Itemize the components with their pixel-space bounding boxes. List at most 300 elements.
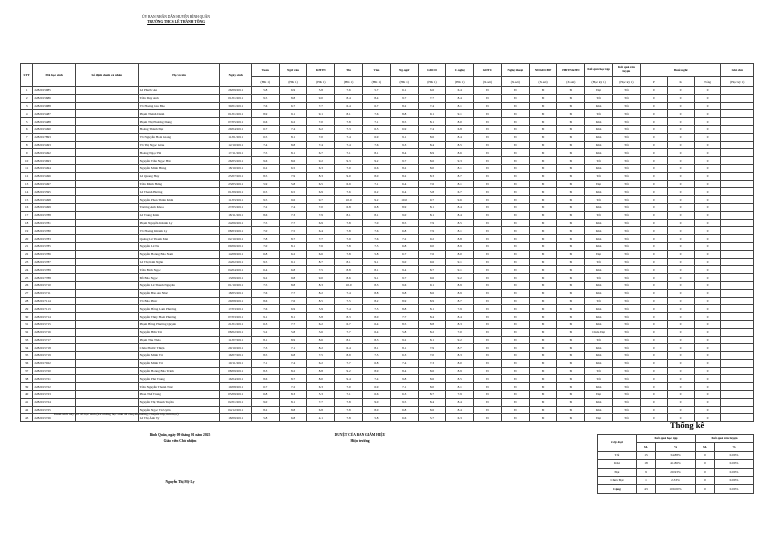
cell-value: [721, 391, 754, 399]
cell-value: Đ: [474, 133, 502, 141]
table-row: [21, 383, 754, 391]
cell-value: Đ: [529, 149, 557, 157]
cell-stt: 20: [21, 235, 33, 243]
cell-value: Đ: [501, 188, 529, 196]
cell-full-name: Trần Nguyễn Thanh Trúc: [138, 383, 220, 391]
cell-dob: 01/09/2011: [220, 188, 251, 196]
cell-value: 6.4: [335, 344, 363, 352]
cell-value: 8.1: [446, 164, 474, 172]
cell-value: 0: [694, 367, 721, 375]
cell-dob: 07/03/2011: [220, 313, 251, 321]
cell-value: Tốt: [613, 164, 641, 172]
cell-value: Khá: [585, 227, 613, 235]
cell-value: 0: [667, 110, 694, 118]
cell-value: 6.5: [279, 188, 307, 196]
cell-value: 0: [694, 102, 721, 110]
cell-value: 7.5: [335, 297, 363, 305]
cell-value: 7.7: [335, 328, 363, 336]
table-row: [21, 313, 754, 321]
cell-value: 8.8: [390, 110, 418, 118]
cell-value: 0: [667, 289, 694, 297]
sub-label: (HK 1): [418, 77, 446, 87]
cell-value: 0: [667, 227, 694, 235]
table-row: [21, 211, 754, 219]
cell-value: Đ: [557, 219, 585, 227]
cell-value: [721, 414, 754, 422]
cell-value: 8.1: [390, 344, 418, 352]
cell-value: 5.9: [251, 180, 279, 188]
cell-value: 9.2: [362, 196, 390, 204]
cell-value: 7.6: [418, 250, 446, 258]
stats-value: 0.00%: [715, 460, 754, 468]
cell-value: 7.2: [251, 203, 279, 211]
cell-value: Đ: [474, 289, 502, 297]
cell-student-id: 2282015499: [33, 203, 76, 211]
cell-value: 9.6: [418, 258, 446, 266]
cell-value: 8.1: [335, 211, 363, 219]
cell-value: Đ: [501, 94, 529, 102]
cell-value: 7.8: [335, 219, 363, 227]
cell-value: 8.8: [390, 305, 418, 313]
cell-dob: 21/01/2011: [220, 320, 251, 328]
cell-value: Tốt: [585, 172, 613, 180]
table-row: [21, 164, 754, 172]
cell-value: 8.3: [446, 352, 474, 360]
cell-value: Đ: [501, 196, 529, 204]
cell-value: 7.4: [279, 203, 307, 211]
cell-value: [721, 383, 754, 391]
cell-dob: 24/02/2011: [220, 258, 251, 266]
cell-value: Khá: [585, 313, 613, 321]
cell-value: 7.6: [362, 141, 390, 149]
cell-value: Đạt: [585, 414, 613, 422]
cell-value: 7.7: [279, 320, 307, 328]
cell-value: 8.3: [418, 172, 446, 180]
cell-value: 8.5: [307, 297, 335, 305]
cell-value: [721, 281, 754, 289]
cell-dob: 16/07/2011: [220, 352, 251, 360]
cell-value: Đ: [474, 87, 502, 95]
teacher-name: Nguyễn Thị Mỹ Ly: [165, 480, 195, 484]
cell-value: Đ: [474, 250, 502, 258]
cell-dob: 02/01/2011: [220, 398, 251, 406]
cell-value: [721, 180, 754, 188]
cell-value: [721, 328, 754, 336]
cell-value: 0: [640, 320, 667, 328]
table-row: [21, 87, 754, 95]
cell-value: Đ: [529, 398, 557, 406]
cell-value: 8.1: [418, 336, 446, 344]
cell-value: Tốt: [613, 274, 641, 282]
cell-value: 6.9: [390, 125, 418, 133]
cell-value: 0: [667, 157, 694, 165]
cell-value: 8.2: [279, 367, 307, 375]
cell-stt: 2: [21, 94, 33, 102]
cell-value: 8.3: [307, 281, 335, 289]
cell-value: 9.1: [446, 258, 474, 266]
cell-value: 8.2: [390, 102, 418, 110]
cell-value: 0: [640, 235, 667, 243]
cell-value: 0: [667, 172, 694, 180]
col-conduct-result: Kết quả rèn luyện: [613, 64, 641, 77]
cell-stt: 19: [21, 227, 33, 235]
cell-value: 0: [694, 118, 721, 126]
cell-stt: 4: [21, 110, 33, 118]
cell-value: Đ: [501, 328, 529, 336]
cell-value: Tốt: [613, 359, 641, 367]
cell-student-id: 2282015726: [33, 414, 76, 422]
cell-value: Khá: [585, 164, 613, 172]
cell-dob: 24/06/2011: [220, 219, 251, 227]
cell-value: Tốt: [613, 118, 641, 126]
cell-value: Đ: [474, 344, 502, 352]
cell-value: 5.8: [307, 87, 335, 95]
cell-value: 7.9: [418, 344, 446, 352]
cell-full-name: Võ Bảo Phúc: [138, 297, 220, 305]
cell-value: 8.1: [362, 211, 390, 219]
sub-label: (X.sét): [557, 77, 585, 87]
cell-value: 8.8: [307, 367, 335, 375]
cell-value: 0: [694, 110, 721, 118]
cell-value: 0: [694, 172, 721, 180]
cell-value: 6.2: [279, 250, 307, 258]
cell-personal-id: [75, 133, 138, 141]
cell-value: 8.1: [335, 258, 363, 266]
cell-value: Tốt: [613, 242, 641, 250]
cell-value: 8.4: [390, 367, 418, 375]
cell-value: 0: [640, 250, 667, 258]
cell-value: 8.2: [418, 328, 446, 336]
cell-student-id: 2282015781: [33, 219, 76, 227]
cell-value: 6.2: [279, 118, 307, 126]
cell-value: 8.4: [418, 398, 446, 406]
cell-stt: 22: [21, 250, 33, 258]
cell-value: 6.7: [335, 320, 363, 328]
cell-value: 0: [667, 352, 694, 360]
cell-value: 7.9: [418, 227, 446, 235]
cell-value: 9.1: [362, 274, 390, 282]
cell-value: 6.9: [335, 180, 363, 188]
cell-value: 8.1: [418, 305, 446, 313]
cell-personal-id: [75, 118, 138, 126]
cell-value: 0: [694, 391, 721, 399]
cell-stt: 9: [21, 149, 33, 157]
cell-value: 8.1: [335, 336, 363, 344]
cell-value: 9.7: [390, 157, 418, 165]
cell-value: 7.0: [362, 219, 390, 227]
cell-value: 9.1: [279, 258, 307, 266]
stats-value: 43: [637, 485, 656, 493]
cell-value: Đ: [557, 87, 585, 95]
cell-value: 8.6: [279, 157, 307, 165]
cell-stt: 1: [21, 87, 33, 95]
cell-value: Đ: [557, 149, 585, 157]
cell-value: Đ: [529, 125, 557, 133]
cell-value: 0: [667, 118, 694, 126]
cell-value: Tốt: [613, 289, 641, 297]
cell-full-name: Nguyễn Ngọc Tú Uyên: [138, 406, 220, 414]
cell-full-name: Đỗ Bảo Ngọc: [138, 274, 220, 282]
stats-value: 0.00%: [715, 451, 754, 459]
cell-value: 7.5: [307, 266, 335, 274]
cell-value: 10.0: [335, 281, 363, 289]
cell-value: Khá: [585, 383, 613, 391]
cell-personal-id: [75, 281, 138, 289]
sub-label: (HK 1): [362, 77, 390, 87]
stats-value: 0: [696, 485, 715, 493]
cell-dob: 18/09/2011: [220, 414, 251, 422]
cell-value: 6.7: [446, 188, 474, 196]
stats-sub-sl: SL: [637, 443, 656, 451]
district-name: ỦY BAN NHÂN DÂN HUYỆN BÌNH QUÂN: [142, 15, 210, 19]
cell-value: [721, 297, 754, 305]
cell-value: [721, 305, 754, 313]
cell-value: 8.6: [418, 289, 446, 297]
cell-value: Tốt: [613, 188, 641, 196]
cell-value: 6.9: [279, 305, 307, 313]
cell-value: 6.8: [446, 125, 474, 133]
cell-stt: 37: [21, 367, 33, 375]
cell-value: Đ: [474, 203, 502, 211]
cell-value: 6.9: [362, 383, 390, 391]
cell-student-id: 2282017788: [33, 274, 76, 282]
cell-value: 8.6: [418, 133, 446, 141]
sub-label: (X.sét): [474, 77, 502, 87]
cell-full-name: Lê Trung Kiên: [138, 211, 220, 219]
cell-value: 7.8: [335, 242, 363, 250]
cell-full-name: Nguyễn Lê Na: [138, 242, 220, 250]
cell-student-id: 2282015988: [33, 102, 76, 110]
cell-value: Tốt: [585, 375, 613, 383]
stats-table: [597, 434, 754, 494]
cell-student-id: 2282015717: [33, 336, 76, 344]
cell-value: 7.0: [307, 203, 335, 211]
cell-value: 7.4: [418, 102, 446, 110]
cell-value: Đ: [557, 406, 585, 414]
cell-personal-id: [75, 172, 138, 180]
table-row: [21, 149, 754, 157]
cell-value: 0: [667, 87, 694, 95]
cell-value: 6.8: [362, 359, 390, 367]
col-stt: STT: [21, 64, 33, 87]
cell-value: 0: [640, 266, 667, 274]
cell-value: 0: [640, 141, 667, 149]
cell-value: [721, 266, 754, 274]
cell-value: 7.9: [335, 235, 363, 243]
cell-value: 0: [667, 250, 694, 258]
cell-value: Đ: [557, 102, 585, 110]
cell-value: [721, 219, 754, 227]
cell-value: 6.3: [307, 383, 335, 391]
cell-value: Đ: [501, 352, 529, 360]
cell-value: [721, 102, 754, 110]
cell-value: 6.7: [362, 102, 390, 110]
cell-student-id: 2282015714: [33, 313, 76, 321]
cell-value: 8.8: [418, 320, 446, 328]
cell-value: 0: [667, 141, 694, 149]
table-row: [21, 141, 754, 149]
cell-value: 8.0: [307, 375, 335, 383]
cell-value: 0: [640, 133, 667, 141]
cell-value: 9.2: [446, 336, 474, 344]
cell-value: Tốt: [613, 320, 641, 328]
cell-value: Đ: [529, 164, 557, 172]
cell-full-name: Lê Thanh Hương: [138, 188, 220, 196]
cell-value: 7.7: [307, 235, 335, 243]
cell-value: 6.9: [279, 87, 307, 95]
cell-value: 0: [694, 219, 721, 227]
cell-value: 0: [640, 414, 667, 422]
cell-dob: 30/01/2011: [220, 102, 251, 110]
cell-value: 0: [667, 274, 694, 282]
sub-label: (HK 1): [307, 77, 335, 87]
cell-value: Đạt: [585, 180, 613, 188]
cell-value: 7.0: [446, 328, 474, 336]
cell-value: 0: [640, 242, 667, 250]
cell-value: Đ: [474, 157, 502, 165]
cell-value: Đ: [501, 336, 529, 344]
cell-value: 8.8: [279, 141, 307, 149]
cell-value: 9.5: [251, 196, 279, 204]
cell-student-id: 2282015716: [33, 328, 76, 336]
cell-student-id: 2282015494: [33, 164, 76, 172]
cell-value: 7.4: [251, 141, 279, 149]
cell-dob: 26/05/2011: [220, 157, 251, 165]
cell-value: Đ: [501, 258, 529, 266]
cell-value: Đ: [557, 180, 585, 188]
header-row-main: [21, 64, 754, 77]
sub-label: (X.sét): [529, 77, 557, 87]
cell-value: 8.4: [446, 203, 474, 211]
cell-value: 6.8: [390, 242, 418, 250]
cell-value: 8.1: [418, 203, 446, 211]
cell-value: 7.3: [251, 344, 279, 352]
cell-student-id: 2282015498: [33, 196, 76, 204]
cell-dob: 05/09/2011: [220, 391, 251, 399]
cell-value: Đ: [529, 297, 557, 305]
cell-full-name: Hoàng Ngọc Hà: [138, 149, 220, 157]
cell-value: 0: [640, 102, 667, 110]
cell-value: 8.1: [279, 133, 307, 141]
cell-value: 0: [640, 352, 667, 360]
cell-value: 0: [640, 164, 667, 172]
cell-value: Tốt: [613, 211, 641, 219]
cell-personal-id: [75, 180, 138, 188]
cell-value: 8.3: [307, 172, 335, 180]
cell-student-id: 2282017893: [33, 133, 76, 141]
cell-value: Đ: [474, 172, 502, 180]
cell-value: Tốt: [613, 219, 641, 227]
cell-value: 10.0: [335, 196, 363, 204]
cell-value: Đ: [474, 383, 502, 391]
cell-value: Đ: [557, 250, 585, 258]
cell-value: Tốt: [613, 102, 641, 110]
cell-value: Tốt: [613, 141, 641, 149]
cell-value: [721, 196, 754, 204]
sub-label: (X.sét): [501, 77, 529, 87]
cell-value: 8.2: [251, 406, 279, 414]
cell-stt: 36: [21, 359, 33, 367]
stats-col-conduct: Kết quả rèn luyện: [696, 435, 754, 443]
cell-personal-id: [75, 313, 138, 321]
cell-value: Đ: [557, 203, 585, 211]
cell-value: 6.8: [307, 406, 335, 414]
cell-value: 0: [694, 235, 721, 243]
cell-full-name: Nguyễn Minh Hùng: [138, 164, 220, 172]
cell-value: 7.5: [362, 305, 390, 313]
cell-value: Tốt: [585, 274, 613, 282]
cell-value: 9.2: [390, 336, 418, 344]
cell-value: 0: [640, 274, 667, 282]
cell-value: 0: [694, 242, 721, 250]
cell-value: 8.0: [418, 383, 446, 391]
cell-value: 9.1: [307, 110, 335, 118]
cell-student-id: 2282015720: [33, 367, 76, 375]
cell-value: 5.7: [362, 87, 390, 95]
cell-value: 6.4: [251, 266, 279, 274]
cell-student-id: 2282015719: [33, 352, 76, 360]
cell-personal-id: [75, 289, 138, 297]
cell-stt: 33: [21, 336, 33, 344]
cell-value: Đ: [501, 149, 529, 157]
cell-value: 0: [667, 313, 694, 321]
cell-value: 8.4: [335, 94, 363, 102]
cell-value: 7.5: [251, 281, 279, 289]
cell-dob: 29/10/2011: [220, 344, 251, 352]
cell-value: 9.5: [390, 398, 418, 406]
cell-value: 9.4: [390, 266, 418, 274]
cell-value: 0: [640, 172, 667, 180]
cell-stt: 13: [21, 180, 33, 188]
cell-personal-id: [75, 297, 138, 305]
cell-value: Tốt: [613, 172, 641, 180]
cell-student-id: 2282015722: [33, 383, 76, 391]
cell-value: Đ: [501, 359, 529, 367]
cell-value: Đ: [557, 274, 585, 282]
cell-value: 7.4: [418, 125, 446, 133]
col-absence: Buổi nghỉ: [640, 64, 721, 77]
cell-stt: 14: [21, 188, 33, 196]
cell-value: 0: [667, 391, 694, 399]
cell-value: 0: [640, 203, 667, 211]
cell-personal-id: [75, 125, 138, 133]
cell-value: 7.4: [362, 375, 390, 383]
cell-stt: 25: [21, 274, 33, 282]
cell-value: Đ: [474, 336, 502, 344]
cell-personal-id: [75, 266, 138, 274]
cell-value: Tốt: [613, 336, 641, 344]
cell-value: 9.5: [251, 94, 279, 102]
stats-sub-pct: %: [656, 443, 696, 451]
cell-value: 5.3: [307, 391, 335, 399]
cell-value: 9.8: [390, 289, 418, 297]
cell-value: 0: [640, 211, 667, 219]
cell-value: Đ: [529, 235, 557, 243]
cell-personal-id: [75, 398, 138, 406]
cell-personal-id: [75, 375, 138, 383]
cell-stt: 29: [21, 305, 33, 313]
cell-value: 7.4: [390, 359, 418, 367]
cell-value: Đ: [501, 118, 529, 126]
cell-value: Đ: [501, 391, 529, 399]
cell-value: Đ: [501, 344, 529, 352]
cell-value: 9.0: [418, 242, 446, 250]
cell-personal-id: [75, 235, 138, 243]
cell-value: 0: [667, 375, 694, 383]
cell-value: Đ: [474, 235, 502, 243]
cell-dob: 23/05/2011: [220, 180, 251, 188]
cell-personal-id: [75, 211, 138, 219]
